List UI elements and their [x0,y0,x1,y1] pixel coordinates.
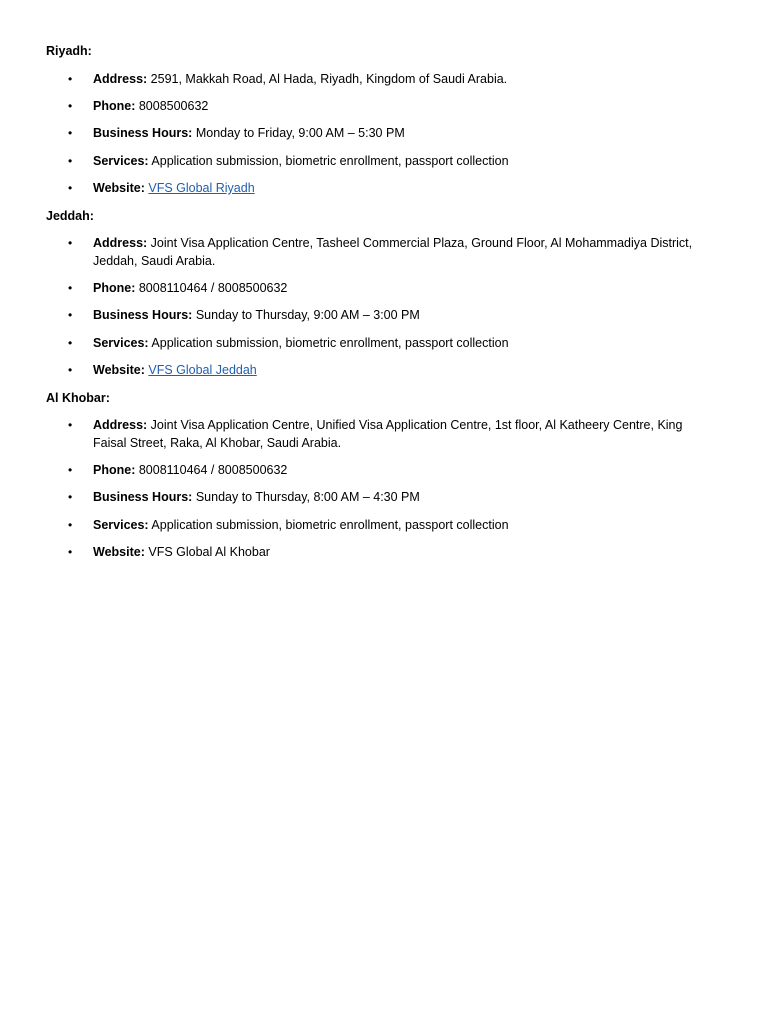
list-item-jeddah-hours [68,306,713,324]
bullet-icon: • [68,545,73,559]
city-heading-jeddah: Jeddah: [46,209,94,223]
list-item-al-khobar-phone [68,461,713,479]
bullet-icon: • [68,181,73,195]
bullet-icon: • [68,336,73,350]
list-item-al-khobar-address [68,416,713,452]
bullet-icon: • [68,518,73,532]
bullet-icon: • [68,463,73,477]
services-label: Services: [93,518,149,532]
phone-value: 8008110464 / 8008500632 [138,281,288,295]
hours-value: Sunday to Thursday, 9:00 AM – 3:00 PM [195,308,420,322]
website-label: Website: [93,545,145,559]
list-item-al-khobar-services [68,516,713,534]
list-item-riyadh-hours [68,124,713,142]
website-label: Website: [93,363,145,377]
list-item-jeddah-address [68,234,713,270]
hours-label: Business Hours: [93,126,193,140]
bullet-icon: • [68,236,73,250]
list-item-riyadh-website [68,179,713,197]
address-label: Address: [93,236,148,250]
services-value: Application submission, biometric enrollment, passport collection [151,336,509,350]
list-item-al-khobar-hours [68,488,713,506]
city-heading-riyadh: Riyadh: [46,44,92,58]
list-item-jeddah-services [68,334,713,352]
address-value: 2591, Makkah Road, Al Hada, Riyadh, Kingdom of Saudi Arabia. [150,72,508,86]
website-label: Website: [93,181,145,195]
list-item-jeddah-phone [68,279,713,297]
bullet-icon: • [68,281,73,295]
bullet-icon: • [68,363,73,377]
address-label: Address: [93,418,148,432]
address-label: Address: [93,72,148,86]
services-value: Application submission, biometric enrollment, passport collection [151,154,509,168]
hours-label: Business Hours: [93,308,193,322]
phone-label: Phone: [93,99,136,113]
website-text-al-khobar: VFS Global Al Khobar [148,545,270,559]
bullet-icon: • [68,126,73,140]
services-value: Application submission, biometric enrollment, passport collection [151,518,509,532]
phone-label: Phone: [93,281,136,295]
website-link-riyadh[interactable]: VFS Global Riyadh [148,181,255,195]
hours-value: Sunday to Thursday, 8:00 AM – 4:30 PM [195,490,420,504]
services-label: Services: [93,154,149,168]
hours-label: Business Hours: [93,490,193,504]
bullet-icon: • [68,308,73,322]
bullet-icon: • [68,490,73,504]
bullet-icon: • [68,418,73,432]
list-item-riyadh-address [68,70,713,88]
phone-value: 8008110464 / 8008500632 [138,463,288,477]
address-value: Joint Visa Application Centre, Tasheel Commercial Plaza, Ground Floor, Al Mohammadiya District, Jeddah, Saudi Arabia. [93,236,693,268]
bullet-icon: • [68,72,73,86]
phone-label: Phone: [93,463,136,477]
bullet-icon: • [68,154,73,168]
list-item-riyadh-services [68,152,713,170]
bullet-icon: • [68,99,73,113]
list-item-jeddah-website [68,361,713,379]
phone-value: 8008500632 [138,99,209,113]
services-label: Services: [93,336,149,350]
hours-value: Monday to Friday, 9:00 AM – 5:30 PM [195,126,405,140]
list-item-riyadh-phone [68,97,713,115]
list-item-al-khobar-website [68,543,713,561]
city-heading-al-khobar: Al Khobar: [46,391,110,405]
website-link-jeddah[interactable]: VFS Global Jeddah [148,363,257,377]
address-value: Joint Visa Application Centre, Unified Visa Application Centre, 1st floor, Al Katheery Centre, King Faisal Street, Raka, Al Khobar, Saudi Arabia. [93,418,683,450]
